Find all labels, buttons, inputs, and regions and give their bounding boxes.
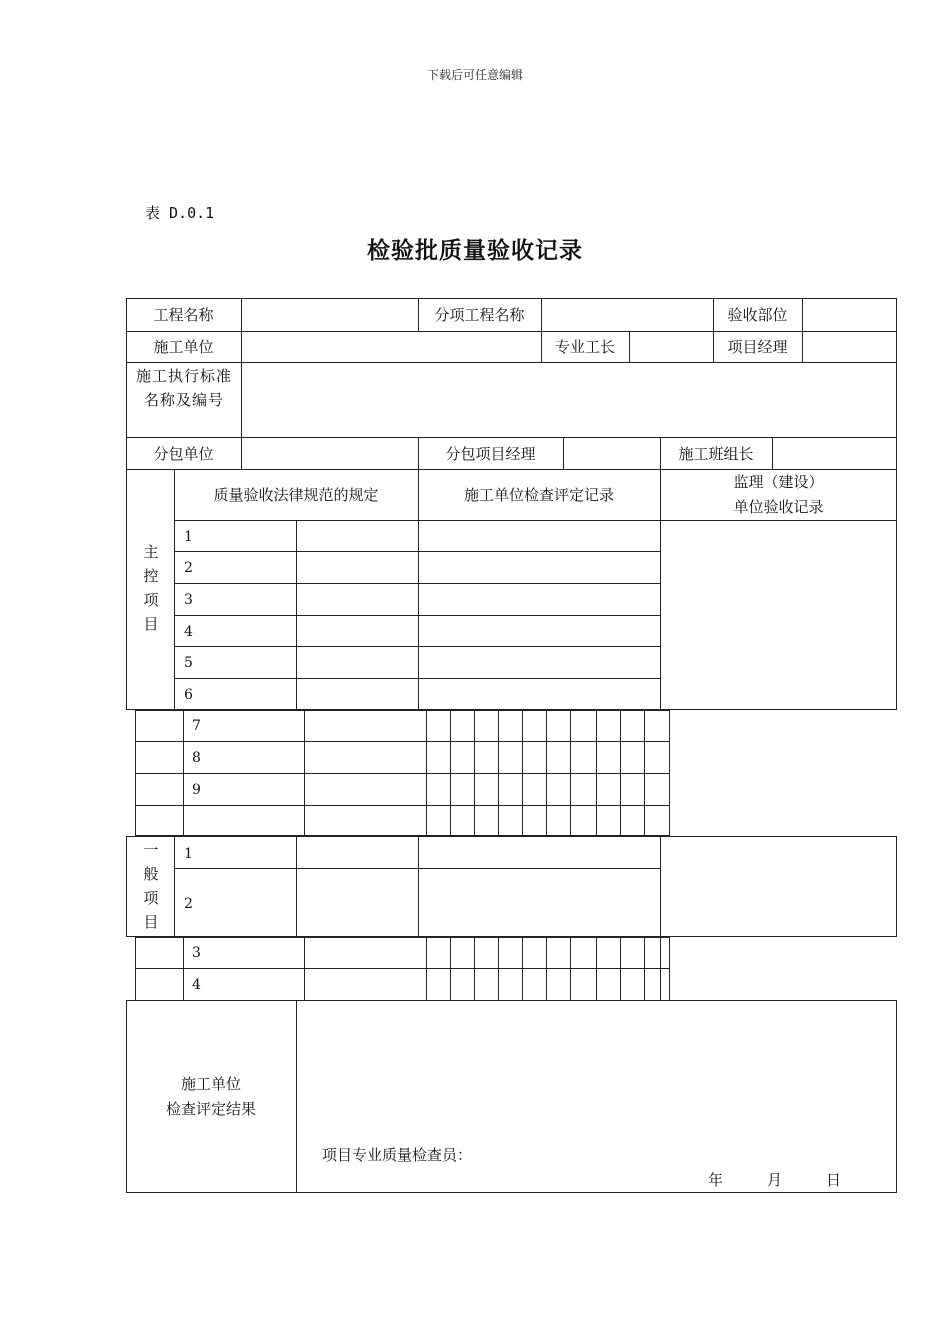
professional-foreman-label: 专业工长 [554, 338, 615, 356]
main-item-7: 7 [192, 718, 201, 734]
construction-unit-label: 施工单位 [153, 338, 214, 356]
main-control-label: 主控项目 [143, 543, 159, 633]
subcontractor-label: 分包单位 [153, 445, 214, 463]
general-item-2: 2 [184, 896, 193, 912]
supervisor-column-header-line2: 单位验收记录 [733, 498, 824, 516]
result-label-line2: 检查评定结果 [165, 1100, 256, 1118]
inspector-signature-label: 项目专业质量检查员： [322, 1146, 473, 1164]
project-name-label: 工程名称 [153, 306, 214, 324]
project-manager-label: 项目经理 [727, 338, 788, 356]
table-id: 表 D.0.1 [145, 204, 215, 222]
sub-item-name-label: 分项工程名称 [434, 306, 525, 324]
offset-grid-general [135, 937, 670, 1001]
main-item-9: 9 [192, 782, 201, 798]
main-item-1: 1 [184, 529, 193, 545]
main-item-5: 5 [184, 655, 193, 671]
page-title: 检验批质量验收记录 [367, 237, 583, 264]
main-item-8: 8 [192, 750, 201, 766]
result-label-line1: 施工单位 [180, 1075, 241, 1093]
general-item-4: 4 [192, 977, 201, 993]
date-year: 年 [708, 1171, 724, 1189]
check-record-column-header: 施工单位检查评定记录 [463, 486, 614, 504]
general-table-frame [126, 836, 897, 937]
team-leader-label: 施工班组长 [678, 445, 754, 463]
supervisor-column-header-line1: 监理（建设） [733, 473, 824, 491]
spec-column-header: 质量验收法律规范的规定 [213, 486, 379, 504]
main-item-4: 4 [184, 624, 193, 640]
general-item-3: 3 [192, 945, 201, 961]
date-day: 日 [826, 1171, 842, 1189]
header-note: 下载后可任意编辑 [426, 68, 523, 82]
date-month: 月 [767, 1171, 783, 1189]
main-item-2: 2 [184, 560, 193, 576]
inspection-part-label: 验收部位 [727, 306, 788, 324]
sub-project-manager-label: 分包项目经理 [445, 445, 536, 463]
standard-name-label: 施工执行标准名称及编号 [135, 367, 232, 409]
main-item-3: 3 [184, 592, 193, 608]
general-items-label: 一般项目 [143, 841, 159, 931]
main-item-6: 6 [184, 687, 193, 703]
general-item-1: 1 [184, 846, 193, 862]
